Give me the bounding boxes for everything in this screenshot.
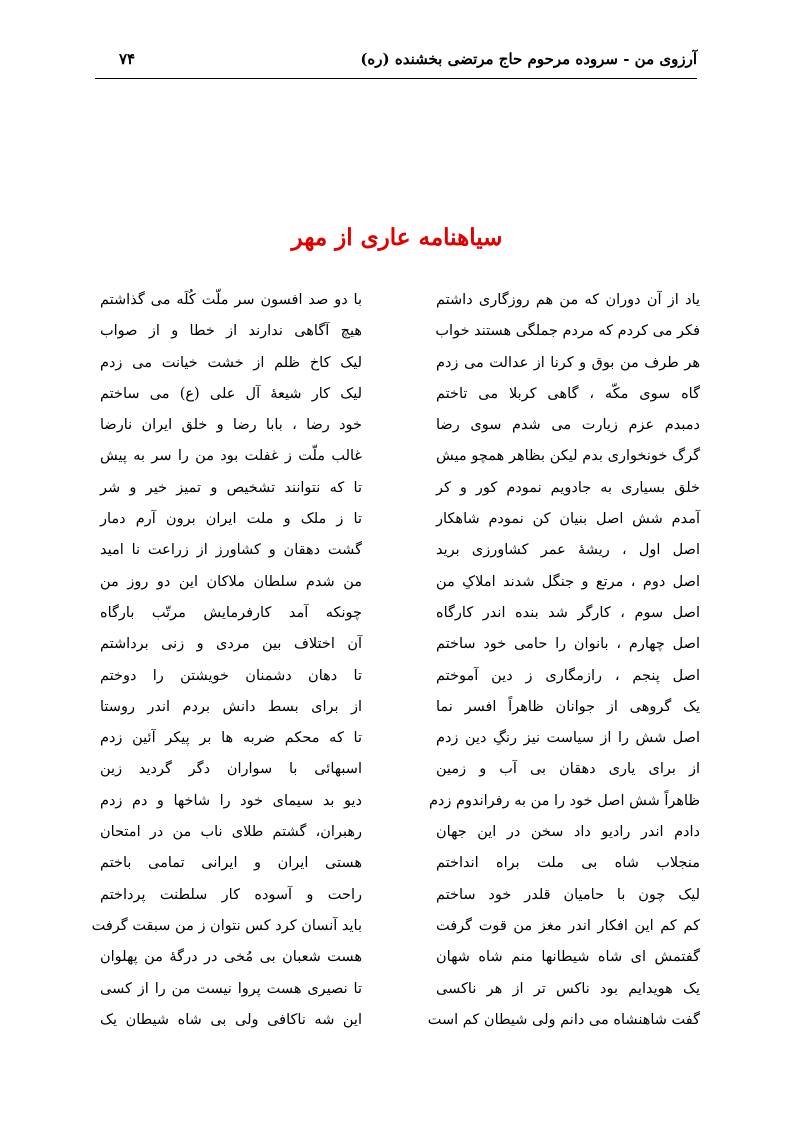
page-header xyxy=(95,48,697,79)
verse-line: لیک چون با حامیان قلدر خود ساختم xyxy=(436,886,700,903)
verse-line: اصل سوم ، کارگر شد بنده اندر کارگاه xyxy=(436,604,700,621)
verse-line: ظاهراً شش اصل خود را من به رفراندوم زدم xyxy=(428,792,700,809)
verse-line: اصل اول ، ریشهٔ عمر کشاورزی برید xyxy=(436,542,700,559)
verse-line: چونکه آمد کارفرمایش مرتّب بارگاه xyxy=(100,604,362,621)
verse-line: تا ز ملک و ملت ایران برون آرم دمار xyxy=(100,511,362,528)
verse-line: تا که محکم ضربه ها بر پیکر آئین زدم xyxy=(100,730,362,747)
verse-line: تا دهان دشمنان خویشتن را دوختم xyxy=(100,667,362,684)
verse-line: منجلاب شاه بی ملت براه انداختم xyxy=(436,855,700,872)
page-number: ۷۴ xyxy=(119,50,136,68)
verse-line: رهبران، گشتم طلای ناب من در امتحان xyxy=(100,824,362,841)
verse-line: آن اختلاف بین مردی و زنی برداشتم xyxy=(100,636,362,653)
verse-line: یک گروهی از جوانان ظاهراً افسر نما xyxy=(436,698,700,715)
verse-line: اسبهائی با سواران دگر گردید زین xyxy=(100,761,362,778)
verse-line: غالب ملّت ز غفلت بود من را سر به پیش xyxy=(100,448,362,465)
verse-line: اصل چهارم ، بانوان را حامی خود ساختم xyxy=(436,636,700,653)
verse-line: هیچ آگاهی ندارند از خطا و از صواب xyxy=(100,323,362,340)
poem-right-column xyxy=(427,285,700,1036)
verse-line: گاه سوی مکّه ، گاهی کربلا می تاختم xyxy=(436,385,700,402)
verse-line: راحت و آسوده کار سلطنت پرداختم xyxy=(100,886,362,903)
verse-line: هست شعبان بی مُخی در درگهٔ من پهلوان xyxy=(100,949,362,966)
verse-line: کم کم این افکار اندر مغز من قوت گرفت xyxy=(436,917,700,934)
verse-line: دمبدم عزم زیارت می شدم سوی رضا xyxy=(436,417,700,434)
verse-line: دیو بد سیمای خود را شاخها و دم زدم xyxy=(100,792,362,809)
verse-line: آمدم شش اصل بنیان کن نمودم شاهکار xyxy=(436,511,700,528)
verse-line: دادم اندر رادیو داد سخن در این جهان xyxy=(436,824,700,841)
poem-left-column xyxy=(91,285,362,1036)
verse-line: باید آنسان کرد کس نتوان ز من سبقت گرفت xyxy=(91,917,362,934)
verse-line: گشت دهقان و کشاورز از زراعت نا امید xyxy=(100,542,362,559)
verse-line: از برای بسط دانش بردم اندر روستا xyxy=(100,698,362,715)
running-title: آرزوی من - سروده مرحوم حاج مرتضی بخشنده (ره) xyxy=(360,50,697,68)
verse-line: لیک کار شیعهٔ آل علی (ع) می ساختم xyxy=(100,385,362,402)
verse-line: تا که نتوانند تشخیص و تمیز خیر و شر xyxy=(100,479,362,496)
verse-line: این شه ناکافی ولی بی شاه شیطان یک xyxy=(100,1011,362,1028)
verse-line: گرگ خونخواری بدم لیکن بظاهر همچو میش xyxy=(436,448,700,465)
verse-line: خلق بسیاری به جادویم نمودم کور و کر xyxy=(436,479,700,496)
verse-line: هستی ایران و ایرانی تمامی باختم xyxy=(100,855,362,872)
verse-line: فکر می کردم که مردم جملگی هستند خواب xyxy=(435,323,700,340)
verse-line: اصل شش را از سیاست نیز رنگِ دین زدم xyxy=(436,730,700,747)
verse-line: اصل دوم ، مرتع و جنگل شدند املاکِ من xyxy=(436,573,700,590)
verse-line: لیک کاخ ظلم از خشت خیانت می زدم xyxy=(100,354,362,371)
verse-line: اصل پنجم ، رازمگاری ز دین آموختم xyxy=(436,667,700,684)
verse-line: یک هویدایم بود ناکس تر از هر ناکسی xyxy=(436,980,700,997)
verse-line: گفتمش ای شاه شیطانها منم شاه شهان xyxy=(436,949,700,966)
verse-line: با دو صد افسون سر ملّت کُلَه می گذاشتم xyxy=(100,292,362,308)
poem-title: سیاهنامه عاری از مهر xyxy=(291,224,503,251)
verse-line: از برای یاری دهقان بی آب و زمین xyxy=(436,761,700,778)
verse-line: گفت شاهنشاه می دانم ولی شیطان کم است xyxy=(427,1011,700,1028)
verse-line: من شدم سلطان ملاکان این دو روز من xyxy=(100,573,362,590)
verse-line: هر طرف من بوق و کرنا از عدالت می زدم xyxy=(436,354,700,371)
verse-line: تا نصیری هست پروا نیست من را از کسی xyxy=(100,980,362,997)
verse-line: یاد از آن دوران که من هم روزگاری داشتم xyxy=(436,292,700,308)
verse-line: خود رضا ، بابا رضا و خلق ایران نارضا xyxy=(100,417,362,434)
